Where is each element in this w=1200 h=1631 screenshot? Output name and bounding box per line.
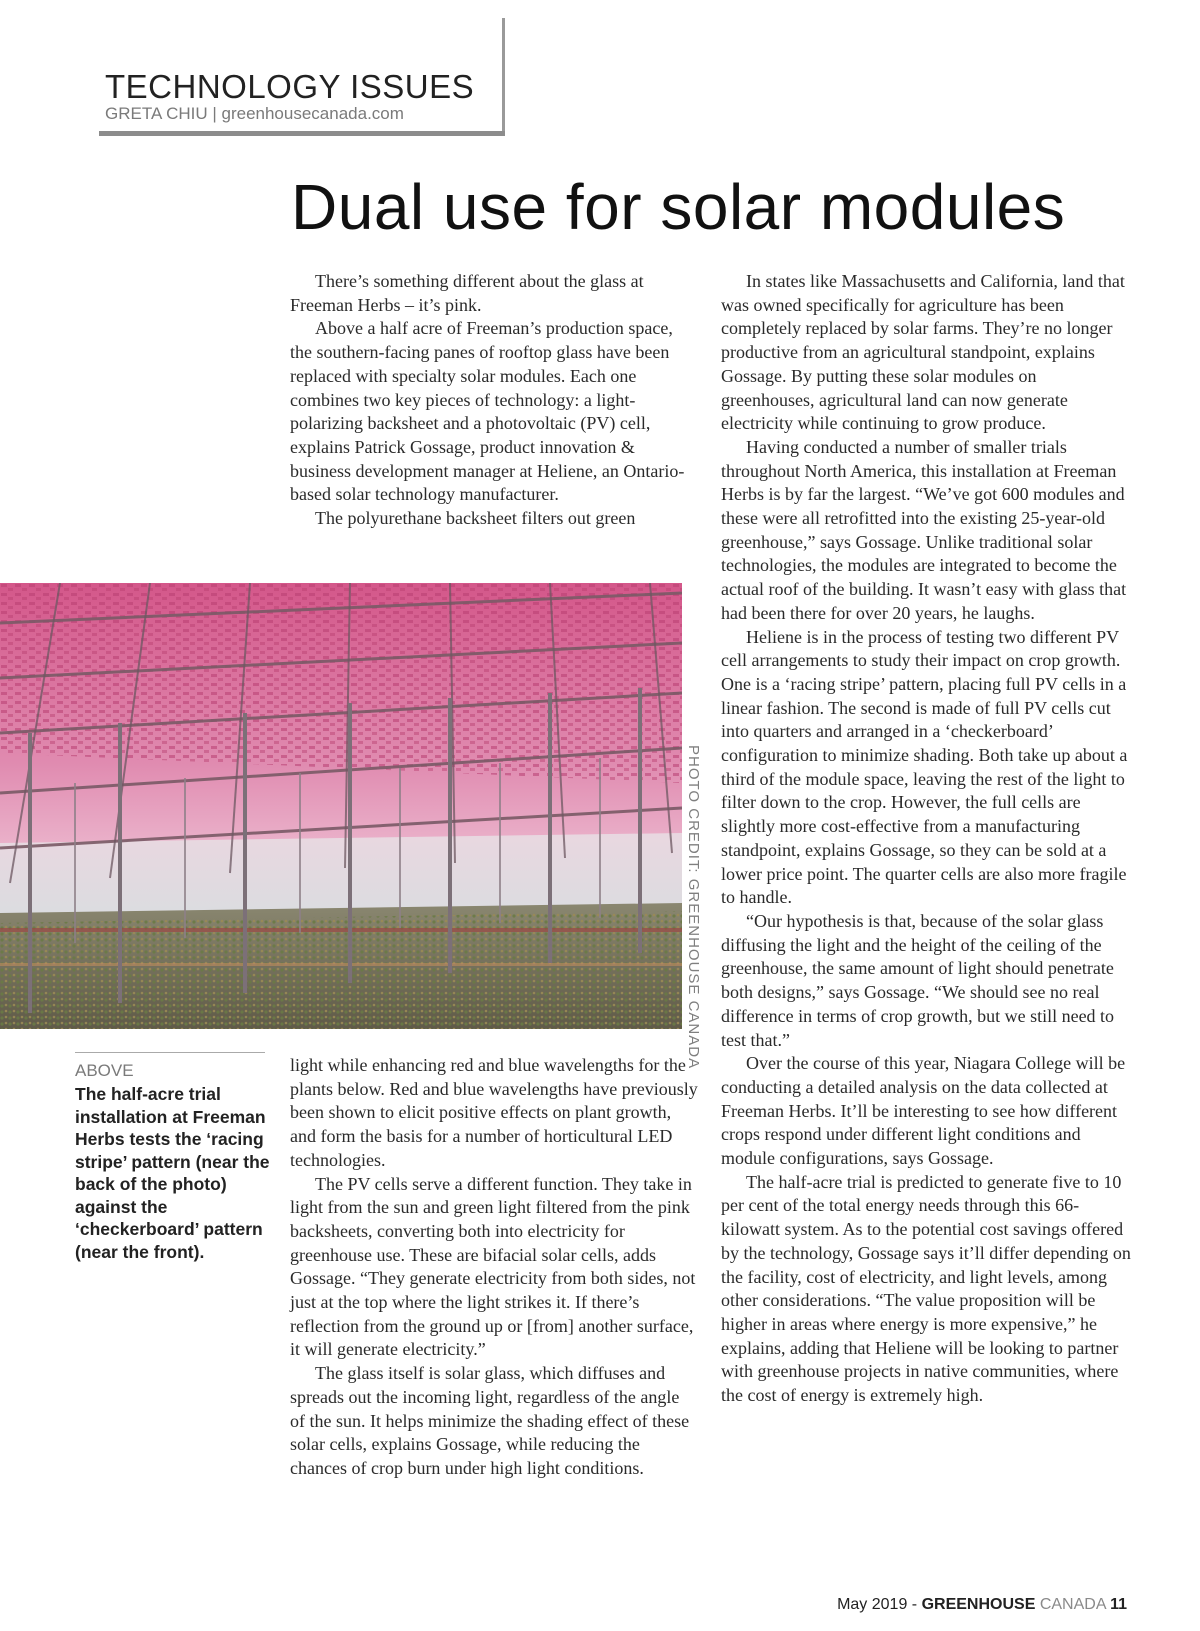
article-column-right — [721, 270, 1131, 1408]
paragraph: Having conducted a number of smaller trials throughout North America, this installation at Freeman Herbs is by far the largest. “We’ve got 600 modules and these were all retrofitted into the existing 25-year-old greenhouse,” says Gossage. Unlike traditional solar technologies, the modules are integrated to become the actual roof of the building. It wasn’t easy with glass that had been there for over 20 years, he laughs. — [721, 436, 1127, 623]
paragraph: Over the course of this year, Niagara College will be conducting a detailed analysis on the data collected at Freeman Herbs. It’ll be interesting to see how different crops respond under different light conditions and module configurations, says Gossage. — [721, 1053, 1126, 1169]
photo-caption: The half-acre trial installation at Freeman Herbs tests the ‘racing stripe’ pattern (near the back of the photo) against the ‘checkerboard’ pattern (near the front). — [75, 1084, 270, 1262]
paragraph: The half-acre trial is predicted to generate five to 10 per cent of the total energy needs through this 66-kilowatt system. As to the potential cost savings offered by the technology, Gossage says it’ll differ depending on the facility, cost of electricity, and light levels, among other considerations. “The value proposition will be higher in areas where energy is more expensive,” he explains, adding that Heliene will be looking to partner with greenhouse projects in native communities, where the cost of energy is extremely high. — [721, 1171, 1131, 1406]
header-vertical-rule — [502, 18, 505, 136]
paragraph: There’s something different about the glass at Freeman Herbs – it’s pink. — [290, 271, 644, 315]
photo-credit — [681, 745, 709, 1070]
paragraph: “Our hypothesis is that, because of the solar glass diffusing the light and the height of the ceiling of the greenhouse, the same amount of light should penetrate both designs,” says Gossage. “We should see no real difference in terms of crop growth, but we still need to test that.” — [721, 910, 1115, 1050]
paragraph: The polyurethane backsheet filters out green — [315, 508, 636, 529]
paragraph: The glass itself is solar glass, which diffuses and spreads out the incoming light, regardless of the angle of the sun. It helps minimize the shading effect of these solar cells, explains Gossage, while reducing the chances of crop burn under high light conditions. — [290, 1363, 690, 1478]
paragraph: In states like Massachusetts and California, land that was owned specifically for agriculture has been completely replaced by solar farms. They’re no longer productive from an agricultural standpoint, explains Gossage. By putting these solar modules on greenhouses, agricultural land can now generate electricity while continuing to grow produce. — [721, 271, 1125, 434]
photo-credit-text: PHOTO CREDIT: GREENHOUSE CANADA — [685, 745, 702, 1070]
article-column-middle-bottom — [290, 1054, 698, 1481]
header-horizontal-rule — [99, 131, 505, 136]
byline: GRETA CHIU | greenhousecanada.com — [105, 104, 404, 123]
footer-date: May 2019 - — [837, 1596, 918, 1613]
page-footer — [837, 1596, 1127, 1614]
caption-rule — [75, 1052, 265, 1053]
paragraph: The PV cells serve a different function. They take in light from the sun and green light filtered from the pink backsheets, converting both into electricity for greenhouse use. These are bifacial solar cells, adds Gossage. “They generate electricity from both sides, not just at the top where the light strikes it. If there’s reflection from the ground up or [from] another surface, it will generate electricity.” — [290, 1173, 696, 1360]
paragraph: Above a half acre of Freeman’s production space, the southern-facing panes of rooftop glass have been replaced with specialty solar modules. Each one combines two key pieces of technology: a light-polarizing backsheet and a photovoltaic (PV) cell, explains Patrick Gossage, product innovation & business development manager at Heliene, an Ontario-based solar technology manufacturer. — [290, 318, 685, 505]
footer-brand-light: CANADA — [1039, 1596, 1106, 1613]
page-number: 11 — [1110, 1596, 1127, 1613]
caption-label: ABOVE — [75, 1061, 134, 1080]
article-column-middle-top — [290, 270, 685, 531]
paragraph: Heliene is in the process of testing two different PV cell arrangements to study their impact on crop growth. One is a ‘racing stripe’ pattern, placing full PV cells in a linear fashion. The second is made of full PV cells cut into quarters and arranged in a ‘checkerboard’ configuration to minimize shading. Both take up about a third of the module space, leaving the rest of the light to filter down to the crop. However, the full cells are slightly more cost-effective from a manufacturing standpoint, explains Gossage, so they can be sold at a lower price point. The quarter cells are also more fragile to handle. — [721, 626, 1128, 908]
paragraph: light while enhancing red and blue wavelengths for the plants below. Red and blue wavelengths have previously been shown to elicit positive effects on plant growth, and form the basis for a number of horticultural LED technologies. — [290, 1055, 698, 1170]
section-title: TECHNOLOGY ISSUES — [105, 68, 475, 105]
footer-brand-bold: GREENHOUSE — [921, 1596, 1036, 1613]
article-headline: Dual use for solar modules — [291, 171, 1066, 243]
greenhouse-photo — [0, 583, 682, 1029]
